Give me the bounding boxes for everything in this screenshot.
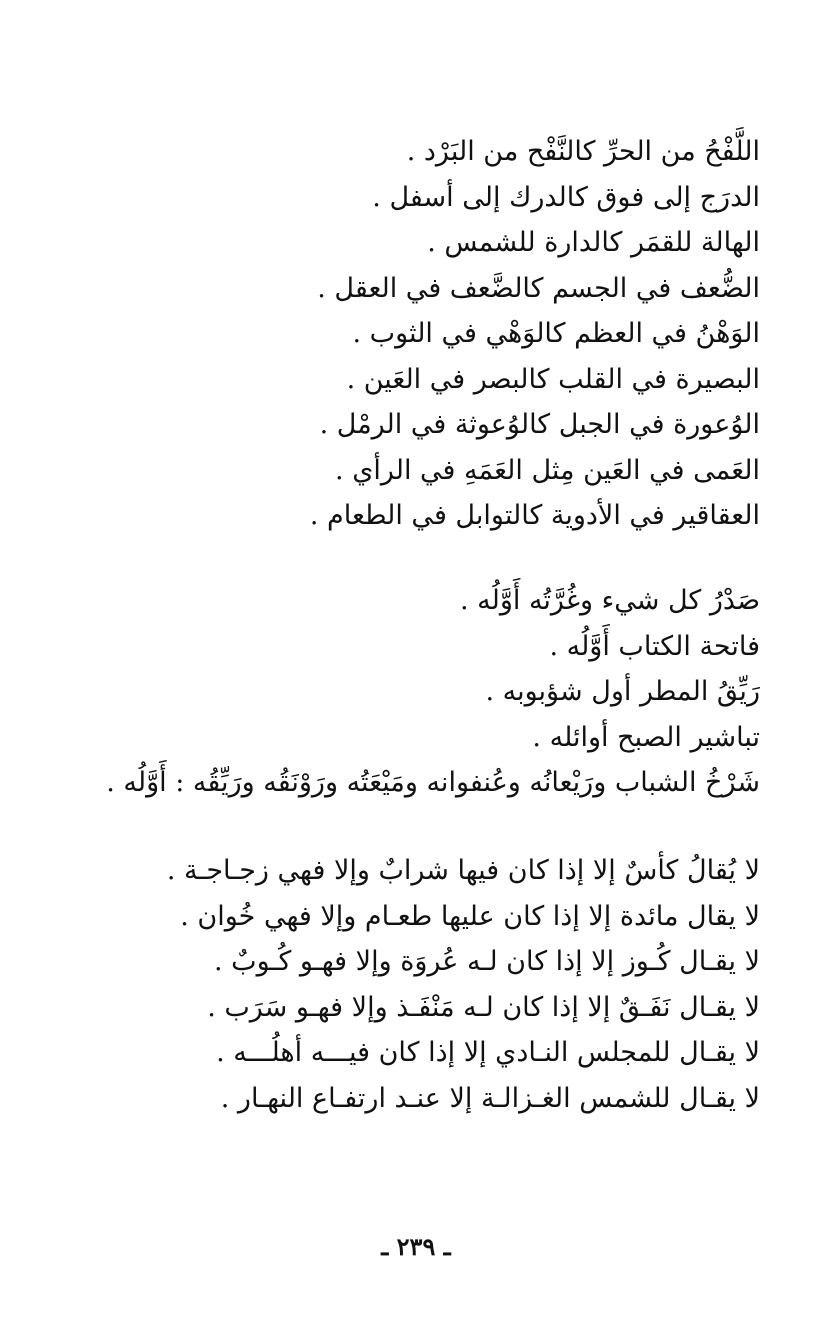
- text-line: الهالة للقمَر كالدارة للشمس .: [427, 227, 760, 258]
- text-line: الضُّعف في الجسم كالضَّعف في العقل .: [317, 272, 760, 304]
- text-line: لا يقـال نَفَـقٌ إلا إذا كان لـه مَنْفَـذ وإلا فهـو سَرَب .: [207, 991, 760, 1023]
- text-line: البصيرة في القلب كالبصر في العَين .: [346, 363, 760, 395]
- text-line: العَمى في العَين مِثل العَمَهِ في الرأي .: [335, 454, 760, 486]
- text-line: لا يقال مائدة إلا إذا كان عليها طعـام وإلا فهي خُوان .: [180, 900, 760, 932]
- text-line: لا يُقالُ كأسٌ إلا إذا كان فيها شرابٌ وإلا فهي زجـاجـة .: [166, 855, 760, 886]
- beginnings-section: [106, 578, 760, 806]
- text-line: لا يقـال للمجلس النـادي إلا إذا كان فيـــه أهلُـــه .: [216, 1037, 760, 1068]
- text-line: رَيِّقُ المطر أول شؤبوبه .: [485, 676, 760, 707]
- text-line: العقاقير في الأدوية كالتوابل في الطعام .: [309, 500, 760, 531]
- naming-conditions-section: [160, 848, 760, 1121]
- text-line: صَدْرُ كل شيء وغُرَّتُه أَوَّلُه .: [459, 585, 760, 616]
- text-line: شَرْخُ الشباب ورَيْعانُه وعُنفوانه ومَيْعَتُه ورَوْنَقُه ورَيِّقُه : أَوَّلُه .: [106, 767, 760, 798]
- page-number: ـ ٢٣٩ ـ: [381, 1232, 451, 1261]
- analogies-section: [160, 129, 760, 539]
- text-line: لا يقـال كُـوز إلا إذا كان لـه عُروَة وإلا فهـو كُـوبٌ .: [214, 946, 760, 977]
- text-line: تباشير الصبح أوائله .: [532, 721, 760, 753]
- text-line: لا يقـال للشمس الغـزالـة إلا عنـد ارتفـاع النهـار .: [220, 1082, 760, 1114]
- text-line: الوُعورة في الجبل كالوُعوثة في الرمْل .: [319, 409, 760, 440]
- text-line: فاتحة الكتاب أَوَّلُه .: [549, 630, 760, 662]
- text-line: الوَهْنُ في العظم كالوَهْي في الثوب .: [352, 318, 760, 349]
- text-line: اللَّفْحُ من الحرِّ كالنَّفْح من البَرْد .: [406, 136, 760, 167]
- text-line: الدرَج إلى فوق كالدرك إلى أسفل .: [372, 181, 760, 213]
